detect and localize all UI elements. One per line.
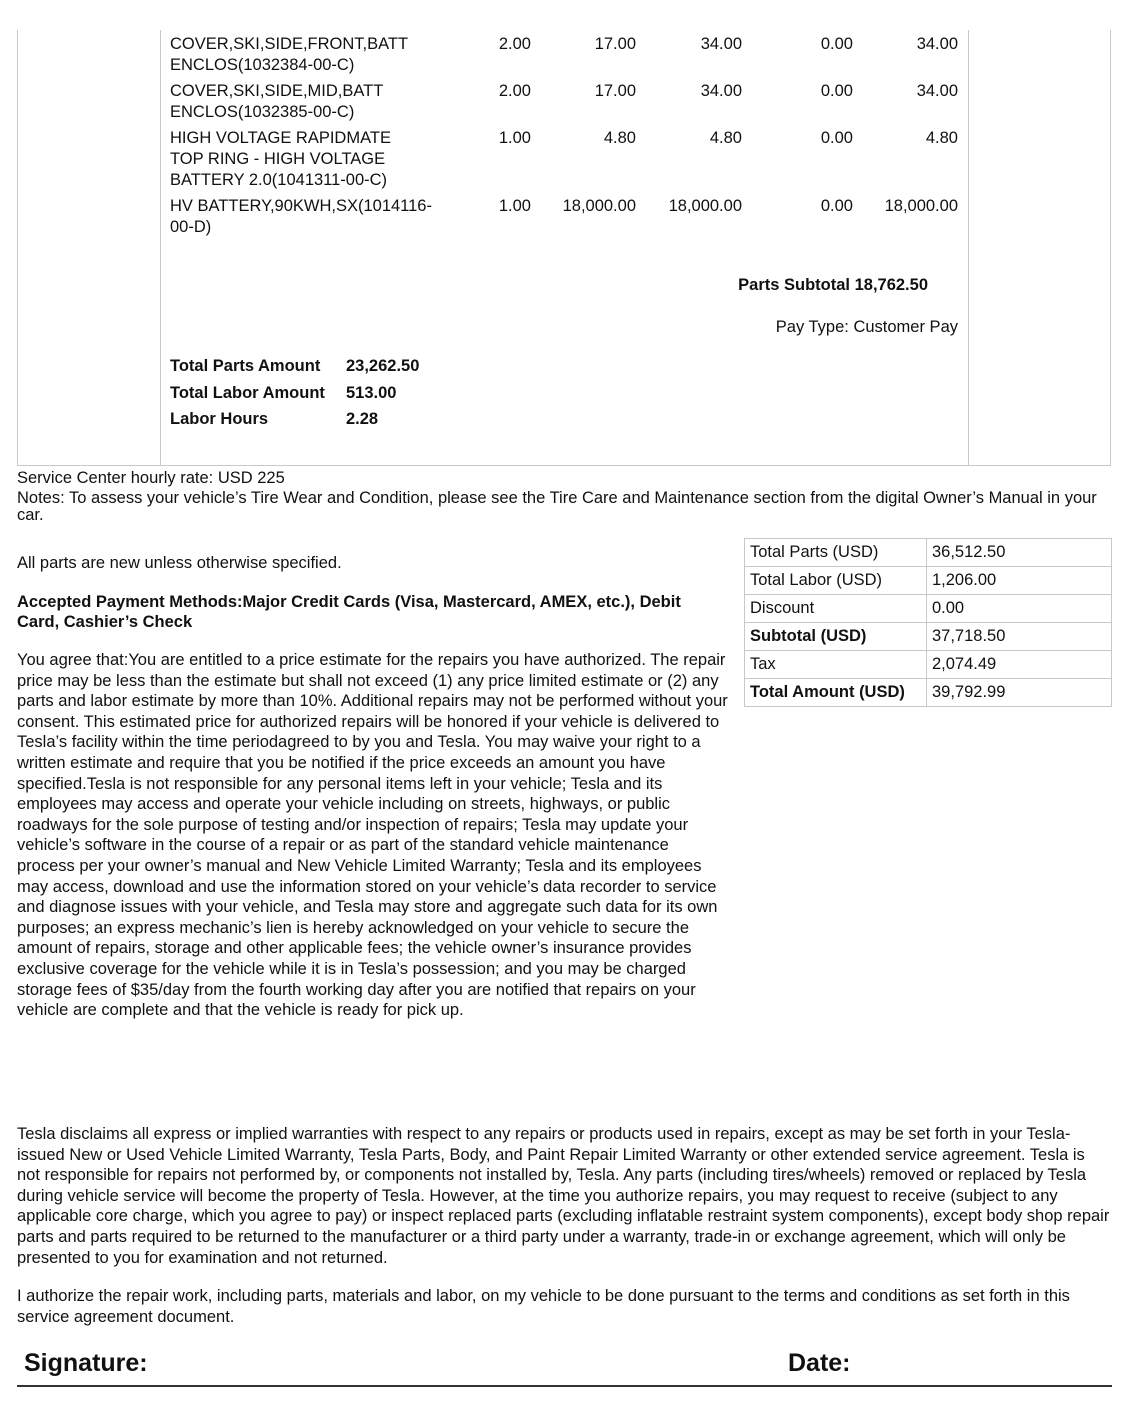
table-divider (968, 30, 969, 466)
summary-value: 36,512.50 (927, 539, 1112, 567)
part-discount: 0.00 (820, 129, 853, 147)
totals-summary-table (744, 538, 1112, 707)
date-label: Date: (788, 1349, 851, 1377)
agreement-text: You agree that:You are entitled to a price estimate for the repairs you have authorized. The repair price may be less than the estimate but shall not exceed (1) any price limited estimate or (2) any parts and labor estimate by more than 10%. Additional repairs may not be performed without your consent. This estimated price for authorized repairs will be honored if your vehicle is delivered to Tesla’s facility within the time periodagreed to by you and Tesla. You may waive your right to a written estimate and require that you be notified if the price exceeds an amount you have specified.Tesla is not responsible for any personal items left in your vehicle; Tesla and its employees may access and operate your vehicle including on streets, highways, or public roadways for the sole purpose of testing and/or inspection of repairs; Tesla may update your vehicle’s software in the course of a repair or as part of the standard vehicle maintenance process per your owner’s manual and New Vehicle Limited Warranty; Tesla and its employees may access, download and use the information stored on your vehicle’s data recorder to service and diagnose issues with your vehicle, and Tesla may store and aggregate such data for its own purposes; an express mechanic’s lien is hereby acknowledged on your vehicle to secure the amount of repairs, storage and other applicable fees; the vehicle owner’s insurance provides exclusive coverage for the vehicle while it is in Tesla’s possession; and you may be charged storage fees of $35/day from the fourth working day after you are notified that repairs on your vehicle are complete and that the vehicle is ready for pick up. (17, 651, 728, 1020)
pay-type: Pay Type: Customer Pay (775, 318, 958, 336)
repair-authorization: I authorize the repair work, including parts, materials and labor, on my vehicle to be done pursuant to the terms and conditions as set forth in this service agreement document. (17, 1287, 1070, 1326)
summary-value: 0.00 (927, 595, 1112, 623)
summary-value: 39,792.99 (927, 679, 1112, 707)
labor-hours-label: Labor Hours (170, 410, 269, 428)
summary-value: 1,206.00 (927, 567, 1112, 595)
summary-label: Tax (745, 651, 927, 679)
part-qty: 2.00 (498, 82, 531, 100)
part-description: COVER,SKI,SIDE,FRONT,BATT ENCLOS(1032384-00-C) (170, 35, 408, 74)
total-parts-amount-label: Total Parts Amount (170, 357, 321, 375)
part-amount: 18,000.00 (668, 197, 742, 215)
summary-label: Discount (745, 595, 927, 623)
hourly-rate: Service Center hourly rate: USD 225 (17, 469, 285, 487)
total-parts-amount-value: 23,262.50 (346, 357, 420, 375)
part-unit-price: 17.00 (594, 82, 636, 100)
summary-label: Total Labor (USD) (745, 567, 927, 595)
table-divider (160, 30, 161, 466)
summary-row (745, 567, 1112, 595)
part-total: 34.00 (916, 82, 958, 100)
part-qty: 1.00 (498, 197, 531, 215)
summary-value: 2,074.49 (927, 651, 1112, 679)
part-description: HV BATTERY,90KWH,SX(1014116-00-D) (170, 197, 432, 236)
payment-methods: Accepted Payment Methods:Major Credit Cards (Visa, Mastercard, AMEX, etc.), Debit Card, Cashier’s Check (17, 593, 681, 631)
summary-row (745, 595, 1112, 623)
part-total: 34.00 (916, 35, 958, 53)
summary-value: 37,718.50 (927, 623, 1112, 651)
part-description: HIGH VOLTAGE RAPIDMATE TOP RING - HIGH VOLTAGE BATTERY 2.0(1041311-00-C) (170, 129, 391, 189)
signature-label: Signature: (24, 1349, 148, 1377)
part-amount: 34.00 (700, 35, 742, 53)
signature-line (17, 1385, 1112, 1387)
part-amount: 4.80 (709, 129, 742, 147)
summary-label: Total Amount (USD) (745, 679, 927, 707)
total-labor-amount-value: 513.00 (346, 384, 397, 402)
parts-subtotal: Parts Subtotal 18,762.50 (738, 276, 928, 294)
part-discount: 0.00 (820, 35, 853, 53)
part-unit-price: 18,000.00 (562, 197, 636, 215)
parts-new-note: All parts are new unless otherwise specified. (17, 554, 342, 572)
part-description: COVER,SKI,SIDE,MID,BATT ENCLOS(1032385-00-C) (170, 82, 384, 121)
part-total: 4.80 (925, 129, 958, 147)
total-labor-amount-label: Total Labor Amount (170, 384, 325, 402)
summary-label: Subtotal (USD) (745, 623, 927, 651)
part-unit-price: 4.80 (603, 129, 636, 147)
warranty-disclaimer: Tesla disclaims all express or implied warranties with respect to any repairs or products used in repairs, except as may be set forth in your Tesla-issued New or Used Vehicle Limited Warranty, Tesla Parts, Body, and Paint Repair Limited Warranty or other extended service agreement. Tesla is not responsible for repairs not performed by, or components not installed by, Tesla. Any parts (including tires/wheels) removed or replaced by Tesla during vehicle service will become the property of Tesla. However, at the time you authorize repairs, you may request to receive (subject to any applicable core charge, which you agree to pay) or inspect replaced parts (excluding inflatable restraint system components), except body shop repair parts and parts required to be returned to the manufacturer or a third party under a warranty, trade-in or exchange agreement, which will only be presented to you for examination and not returned. (17, 1125, 1110, 1267)
part-amount: 34.00 (700, 82, 742, 100)
notes: Notes: To assess your vehicle’s Tire Wear and Condition, please see the Tire Care and Maintenance section from the digital Owner’s Manual in your car. (17, 489, 1097, 524)
summary-label: Total Parts (USD) (745, 539, 927, 567)
part-total: 18,000.00 (884, 197, 958, 215)
labor-hours-value: 2.28 (346, 410, 379, 428)
summary-row (745, 679, 1112, 707)
summary-row (745, 651, 1112, 679)
part-unit-price: 17.00 (594, 35, 636, 53)
part-qty: 2.00 (498, 35, 531, 53)
part-discount: 0.00 (820, 197, 853, 215)
summary-row (745, 539, 1112, 567)
part-qty: 1.00 (498, 129, 531, 147)
summary-row (745, 623, 1112, 651)
part-discount: 0.00 (820, 82, 853, 100)
